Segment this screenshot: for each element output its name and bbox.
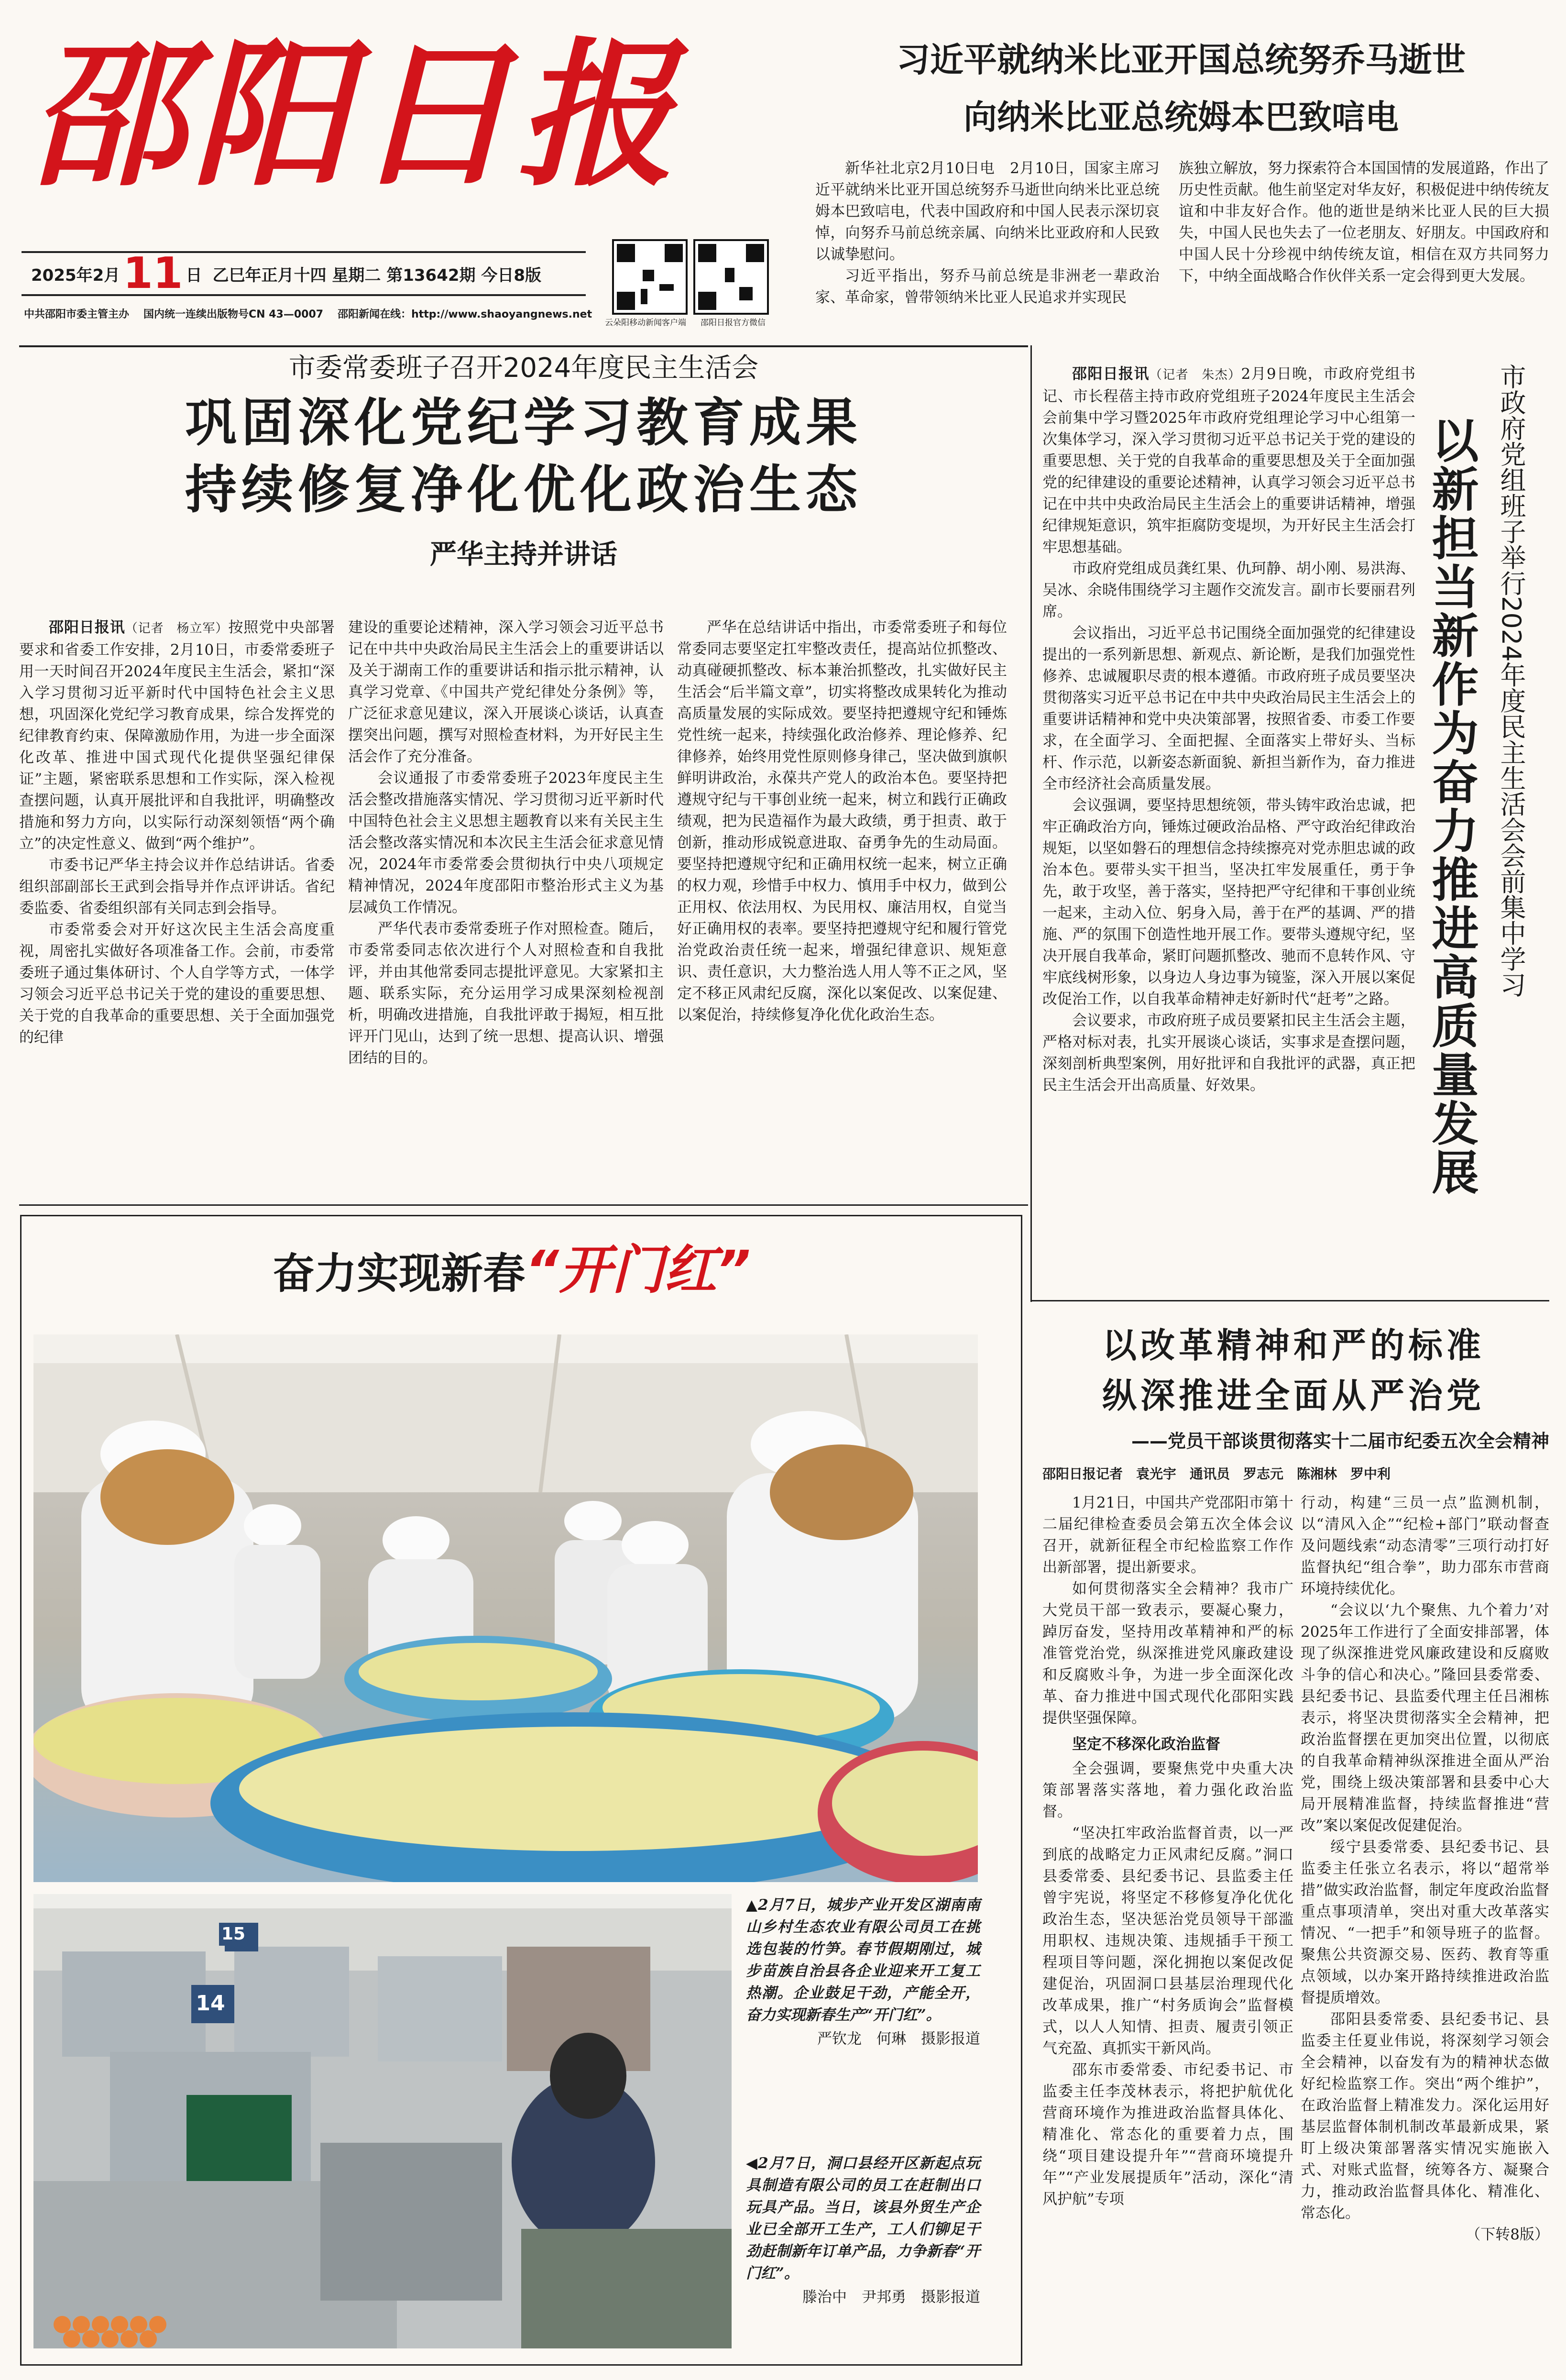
side-headline-big[interactable]: 以新担当新作为奋力推进高质量发展 — [1424, 416, 1478, 1197]
publisher-info — [24, 306, 592, 321]
reform-para-4: “坚决扛牢政治监督首责，以一严到底的战略定力正风肃纪反腐。”洞口县委常委、县纪委书记、县监委主任曾宇宪说，将坚定不移修复净化优化政治生态，坚决惩治党员领导干部滥用职权、违规决策、违规插手干预工程项目等问题，深化拥抱以案促改促建促治，巩固洞口县基层治理现代化改革成果，推广“村务质询会”监督模式，以人人知情、担责、履责引领正气充盈、真抓实干新风尚。 — [1042, 1825, 1293, 2057]
qr-code-app[interactable] — [612, 239, 688, 315]
info-website: 邵阳新闻在线：http://www.shaoyangnews.net — [338, 309, 592, 320]
photo-bamboo-shoots-scene — [33, 1334, 978, 1882]
reform-para-3: 全会强调，要聚焦党中央重大决策部署落实落地，着力强化政治监督。 — [1042, 1760, 1293, 1820]
side-para-2: 市政府党组成员龚红果、仇珂静、胡小刚、易洪海、吴冰、余晓伟围绕学习主题作交流发言。副市长要丽君列席。 — [1042, 560, 1415, 620]
masthead-divider — [19, 345, 1028, 347]
lead-kicker[interactable]: 市委常委班子召开2024年度民主生活会 — [288, 353, 759, 384]
reform-para-1: 1月21日，中国共产党邵阳市第十二届纪律检查委员会第五次全体会议召开，就新征程全市纪检监察工作作出新部署，提出新要求。 — [1042, 1494, 1293, 1576]
qr-wechat-label: 邵阳日报官方微信 — [701, 318, 766, 328]
reform-para-8: 绥宁县委常委、县纪委书记、县监委主任张立名表示，将以“超常举措”做实政治监督，制定年度政治监督重点事项清单，突出对重大改革落实情况、“一把手”和领导班子的监督。聚焦公共资源交易、医药、教育等重点领域，以办案开路持续推进政治监督提质增效。 — [1301, 1839, 1549, 2006]
side-para-3: 会议指出，习近平总书记围绕全面加强党的纪律建设提出的一系列新思想、新观点、新论断，是我们加强党性修养、忠诚履职尽责的根本遵循。市政府班子成员要坚决贯彻落实习近平总书记在中共中央政治局民主生活会上的重要讲话精神和党中央决策部署，按照省委、市委工作要求，在全面学习、全面把握、全面落实上带好头、当标杆、作示范，以新姿态新面貌、新担当新作为，奋力推进全市经济社会高质量发展。 — [1042, 625, 1415, 793]
photo-caption-2 — [746, 2152, 980, 2308]
newspaper-title: 邵阳日报 — [29, 22, 679, 208]
reform-bylines: 邵阳日报记者 袁光宇 通讯员 罗志元 陈湘林 罗中利 — [1042, 1466, 1391, 1482]
reform-para-5: 邵东市委常委、市纪委书记、市监委主任李茂林表示，将把护航优化营商环境作为推进政治监督具体化、精准化、常态化的重要着力点，围绕“项目建设提升年”“营商环境提升年”“产业发展提质年”活动，深化“清风护航”专项 — [1042, 2061, 1293, 2208]
caption-2-text: ◀2月7日，洞口县经开区新起点玩具制造有限公司的员工在赶制出口玩具产品。当日，该县外贸生产企业已全部开工生产，工人们铆足干劲赶制新年订单产品，力争新春“开门红”。 — [746, 2155, 980, 2282]
date-day: 11 — [123, 248, 183, 298]
date-suffix: 日 — [186, 265, 202, 285]
side-reporter: （记者 朱杰） — [1149, 368, 1241, 382]
photo-bamboo-shoots[interactable] — [33, 1334, 978, 1882]
date-bar — [22, 248, 586, 298]
reform-column-1 — [1042, 1492, 1293, 2210]
lead-subhead: 严华主持并讲话 — [430, 539, 617, 570]
reform-headline-2[interactable]: 纵深推进全面从严治党 — [1102, 1376, 1485, 1416]
side-bottom-divider — [1032, 1300, 1549, 1301]
caption-1-credit: 严钦龙 何琳 摄影报道 — [817, 2030, 980, 2048]
lead-para-2: 市委书记严华主持会议并作总结讲话。省委组织部副部长王武到会指导并作点评讲话。省纪委监委、省委组织部有关同志到会指导。 — [19, 857, 335, 917]
caption-1-text: ▲2月7日，城步产业开发区湖南南山乡村生态农业有限公司员工在挑选包装的竹笋。春节假期刚过，城步苗族自治县各企业迎来开工复工热潮。企业鼓足干劲，产能全开，奋力实现新春生产“开门红”。 — [746, 1896, 980, 2024]
lead-reporter: （记者 杨立军） — [125, 621, 229, 636]
top-story-headline-1[interactable]: 习近平就纳米比亚开国总统努乔马逝世 — [897, 40, 1466, 79]
lead-para-5: 会议通报了市委常委班子2023年度民主生活会整改措施落实情况、学习贯彻习近平新时代中国特色社会主义思想主题教育以来有关民主生活会整改落实情况和本次民主生活会征求意见情况，2024年市委常委会贯彻执行中央八项规定精神情况，2024年度邵阳市整治形式主义为基层减负工作情况。 — [348, 770, 664, 916]
top-story-column-2 — [1179, 158, 1549, 287]
reform-headline-1[interactable]: 以改革精神和严的标准 — [1102, 1325, 1485, 1366]
center-vertical-divider — [1030, 345, 1032, 1302]
side-para-1: 2月9日晚，市政府党组书记、市长程蓓主持市政府党组班子2024年度民主生活会会前集中学习暨2025年市政府党组理论学习中心组第一次集体学习，深入学习贯彻习近平总书记关于党的建设的重要思想、关于党的自我革命的重要思想及关于全面加强党的纪律建设的重要论述精神，认真学习领会习近平总书记在中共中央政治局民主生活会上的重要讲话精神，增强纪律规矩意识，筑牢拒腐防变堤坝，为开好民主生活会打牢思想基础。 — [1042, 365, 1415, 556]
reform-para-6: 行动，构建“三员一点”监测机制，以“清风入企”“纪检+部门”联动督查及问题线索“动态清零”三项行动打好监督执纪“组合拳”，助力邵东市营商环境持续优化。 — [1301, 1494, 1549, 1598]
lead-para-7: 严华在总结讲话中指出，市委常委班子和每位常委同志要坚定扛牢整改责任，提高站位抓整改、动真碰硬抓整改、标本兼治抓整改，扎实做好民主生活会“后半篇文章”，切实将整改成果转化为推动高质量发展的实际成效。要坚持把遵规守纪和锤炼党性统一起来，持续强化政治修养、理论修养、纪律修养，始终用党性原则修身律己，坚决做到旗帜鲜明讲政治，永葆共产党人的政治本色。要坚持把遵规守纪与干事创业统一起来，树立和践行正确政绩观，把为民造福作为最大政绩，勇于担责、敢于创新，推动形成锐意进取、奋勇争先的生动局面。要坚持把遵规守纪和正确用权统一起来，树立正确的权力观，珍惜手中权力、慎用手中权力，做到公正用权、依法用权、为民用权、廉洁用权，自觉当好正确用权的表率。要坚持把遵规守纪和履行管党治党政治责任统一起来，增强纪律意识、规矩意识、责任意识，大力整治选人用人等不正之风，坚定不移正风肃纪反腐，深化以案促改、以案促建、以案促治，持续修复净化优化政治生态。 — [677, 619, 1007, 1024]
machine-label-15: 15 — [219, 1923, 248, 1946]
masthead — [19, 19, 822, 328]
info-sponsor: 中共邵阳市委主管主办 — [24, 309, 130, 320]
lead-headline-1[interactable]: 巩固深化党纪学习教育成果 — [185, 393, 862, 453]
side-headline-small[interactable]: 市政府党组班子举行2024年度民主生活会会前集中学习 — [1496, 364, 1526, 998]
photo-caption-1 — [746, 1894, 980, 2050]
photo-toy-factory[interactable] — [33, 1894, 732, 2348]
caption-2-credit: 滕治中 尹邦勇 摄影报道 — [802, 2289, 980, 2306]
reform-para-9: 邵阳县委常委、县纪委书记、县监委主任夏业伟说，将深刻学习领会全会精神，以奋发有为的精神状态做好纪检监察工作。突出“两个维护”，在政治监督上精准发力。深化运用好基层监督体制机制改革最新成果，紧盯上级决策部署落实情况实施嵌入式、对账式监督，统筹各方、凝聚合力，推动政治监督具体化、精准化、常态化。 — [1301, 2011, 1549, 2222]
lead-para-1: 按照党中央部署要求和省委工作安排，2月10日，市委常委班子用一天时间召开2024年度民主生活会，紧扣“深入学习贯彻习近平新时代中国特色社会主义思想，巩固深化党纪学习教育成果，综合发挥党的纪律教育约束、保障激励作用，为进一步全面深化改革、推进中国式现代化提供坚强纪律保证”主题，紧密联系思想和工作实际，深入检视查摆问题，认真开展批评和自我批评，明确整改措施和努力方向，以实际行动深刻领悟“两个确立”的决定性意义、做到“两个维护”。 — [19, 619, 335, 852]
side-para-5: 会议要求，市政府班子成员要紧扣民主生活会主题，严格对标对表，扎实开展谈心谈话，实事求是查摆问题，深刻剖析典型案例，用好批评和自我批评的武器，真正把民主生活会开出高质量、好效果。 — [1042, 1012, 1415, 1094]
machine-label-14: 14 — [194, 1990, 227, 2017]
reform-para-7: “会议以‘九个聚焦、九个着力’对2025年工作进行了全面安排部署，体现了纵深推进党风廉政建设和反腐败斗争的信心和决心。”隆回县委常委、县纪委书记、县监委代理主任吕湘栋表示，将坚决贯彻落实全会精神，把政治监督摆在更加突出位置，以彻底的自我革命精神纵深推进全面从严治党，围绕上级决策部署和县委中心大局开展精准监督，持续监督推进“营改”案以案促改促建促治。 — [1301, 1602, 1549, 1834]
reform-column-2 — [1301, 1492, 1549, 2246]
top-story-para-1: 新华社北京2月10日电 2月10日，国家主席习近平就纳米比亚开国总统努乔马逝世向纳米比亚总统姆本巴致唁电，代表中国政府和中国人民表示深切哀悼，向努乔马前总统亲属、向纳米比亚政府和人民致以诚挚慰问。 — [815, 160, 1160, 263]
side-story-text — [1042, 364, 1415, 1096]
lead-byline: 邵阳日报讯 — [49, 619, 125, 636]
lead-column-2 — [348, 617, 664, 1069]
reform-continue-note[interactable]: （下转8版） — [1466, 2226, 1549, 2243]
lead-bottom-divider — [19, 1204, 1028, 1206]
lead-para-3: 市委常委会对开好这次民主生活会高度重视，周密扎实做好各项准备工作。会前，市委常委班子通过集体研讨、个人自学等方式，一体学习领会习近平总书记关于党的建设的重要思想、关于党的自我革命的重要思想、关于全面加强党的纪律 — [19, 921, 335, 1046]
reform-para-2: 如何贯彻落实全会精神？我市广大党员干部一致表示，要凝心聚力，踔厉奋发，坚持用改革精神和严的标准管党治党，纵深推进党风廉政建设和反腐败斗争，为进一步全面深化改革、奋力推进中国式现代化邵阳实践提供坚强保障。 — [1042, 1580, 1293, 1727]
side-byline: 邵阳日报讯 — [1072, 365, 1150, 383]
feature-title-highlight: “开门红” — [525, 1239, 751, 1300]
photo-toy-factory-scene — [33, 1894, 732, 2348]
lead-column-3 — [677, 617, 1007, 1026]
feature-title-main: 奋力实现新春 — [273, 1249, 526, 1298]
top-story-para-3: 族独立解放，努力探索符合本国国情的发展道路，作出了历史性贡献。他生前坚定对华友好，积极促进中纳传统友谊和中非友好合作。他的逝世是纳米比亚人民的巨大损失，中国人民也失去了一位老朋友、好朋友。中国政府和中国人民十分珍视中纳传统友谊，相信在双方共同努力下，中纳全面战略合作伙伴关系一定会得到更大发展。 — [1179, 160, 1549, 285]
qr-app-label: 云朵阳移动新闻客户端 — [605, 318, 686, 328]
date-prefix: 2025年2月 — [31, 265, 120, 285]
qr-code-wechat[interactable] — [693, 239, 769, 315]
info-cn: 国内统一连续出版物号CN 43—0007 — [143, 309, 324, 320]
side-para-4: 会议强调，要坚持思想统领，带头铸牢政治忠诚，把牢正确政治方向，锤炼过硬政治品格、严守政治纪律政治规矩，以坚如磐石的理想信念持续擦亮对党赤胆忠诚的政治本色。要带头实干担当，坚决扛牢发展重任，勇于争先，敢于攻坚，善于落实，坚持把严守纪律和干事创业统一起来，主动入位、躬身入局，善于在严的基调、严的措施、严的氛围下创造性地开展工作。要带头遵规守纪，坚决开展自我革命，紧盯问题抓整改、驰而不息转作风、守牢底线树形象，以身边人身边事为镜鉴，深入开展以案促改促治工作，以自我革命精神走好新时代“赶考”之路。 — [1042, 797, 1415, 1008]
top-story-headline-2[interactable]: 向纳米比亚总统姆本巴致唁电 — [964, 98, 1399, 137]
lead-para-4: 建设的重要论述精神，深入学习领会习近平总书记在中共中央政治局民主生活会上的重要讲话以及关于湖南工作的重要讲话和指示批示精神，认真学习党章、《中国共产党纪律处分条例》等，广泛征求意见建议，深入开展谈心谈话，认真查摆突出问题，撰写对照检查材料，为开好民主生活会作了充分准备。 — [348, 619, 664, 765]
lead-headline-2[interactable]: 持续修复净化优化政治生态 — [185, 460, 862, 520]
reform-subhead: ——党员干部谈贯彻落实十二届市纪委五次全会精神 — [1131, 1431, 1549, 1452]
reform-section-head: 坚定不移深化政治监督 — [1072, 1736, 1220, 1753]
lead-column-1 — [19, 617, 335, 1048]
lunar-issue-line: 乙巳年正月十四 星期二 第13642期 今日8版 — [212, 265, 541, 285]
feature-title — [33, 1239, 990, 1305]
top-story-column-1 — [815, 158, 1160, 309]
top-story-para-2: 习近平指出，努乔马前总统是非洲老一辈政治家、革命家，曾带领纳米比亚人民追求并实现民 — [815, 267, 1160, 306]
lead-para-6: 严华代表市委常委班子作对照检查。随后，市委常委同志依次进行个人对照检查和自我批评，并由其他常委同志提批评意见。大家紧扣主题、联系实际，充分运用学习成果深刻检视剖析，明确改进措施，自我批评敢于揭短，相互批评开门见山，达到了统一思想、提高认识、增强团结的目的。 — [348, 920, 664, 1067]
